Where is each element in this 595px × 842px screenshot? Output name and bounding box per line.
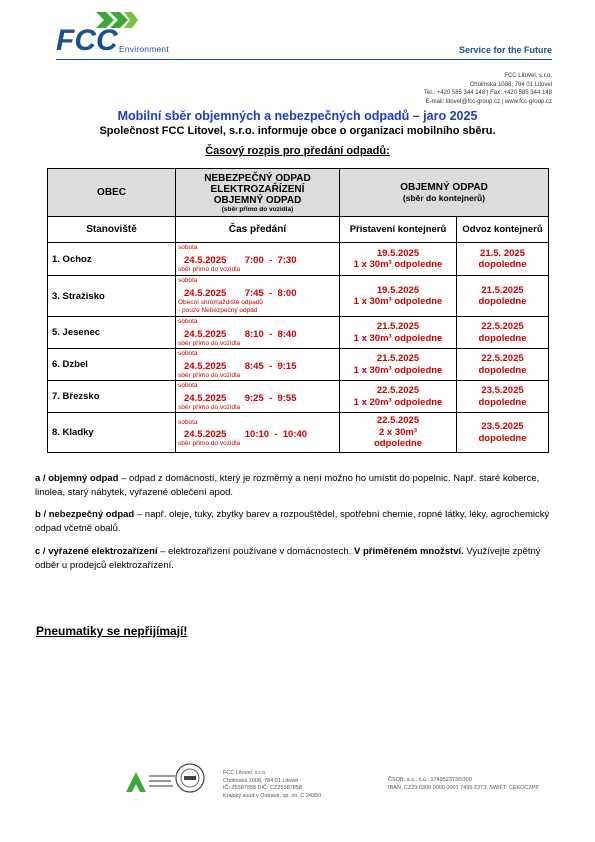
svg-text:FCC: FCC [56, 24, 118, 56]
certification-logo [124, 770, 178, 794]
delivery-detail: 2 x 30m³ [378, 426, 418, 438]
table-row [48, 349, 549, 381]
delivery-cell [340, 413, 457, 453]
delivery-date: 19.5.2025 [376, 284, 420, 296]
delivery-cell [340, 349, 457, 381]
schedule-heading: Časový rozpis pro předání odpadů: [205, 145, 390, 157]
table-subheader-row [48, 217, 549, 243]
page-subtitle: Společnost FCC Litovel, s.r.o. informuje obce o organizaci mobilního sběru. [99, 125, 496, 137]
time-note: sběr přímo do vozidla [178, 404, 241, 411]
town-cell: 5. Jesenec [48, 317, 176, 349]
tires-warning: Pneumatiky se nepřijímají! [36, 624, 188, 638]
note-text: Využívejte zpětný odběr u prodejců elektrozařízení. [35, 546, 541, 571]
note-emphasis: V přiměřeném množství. [353, 546, 464, 557]
table-header-row [48, 169, 549, 217]
day-label: sobota [178, 244, 198, 251]
address-line: E-mail: litovel@fcc-group.cz | www.fcc-group.cz [425, 98, 552, 105]
date-time: 24.5.2025 9:25 - 9:55 [184, 393, 297, 404]
address-line: Cholinská 1008, 784 01 Litovel [469, 81, 552, 88]
header-stanoviste: Stanoviště [48, 217, 176, 243]
time-note: sběr přímo do vozidla [178, 340, 241, 347]
footer-line: FCC Litovel, s.r.o. [223, 770, 267, 776]
delivery-detail: odpoledne [373, 438, 423, 450]
day-label: sobota [178, 318, 198, 325]
company-address [302, 72, 552, 106]
header-line: (sběr přímo do vozidla) [221, 205, 294, 213]
header-nebezpecny [176, 169, 340, 217]
delivery-date: 21.5.2025 [376, 321, 420, 332]
delivery-detail: 1 x 20m³ odpoledne [353, 396, 443, 408]
date-time: 24.5.2025 8:45 - 9:15 [184, 361, 297, 372]
header-line: (sběr do kontejnerů) [402, 193, 486, 203]
town-cell: 3. Stražisko [48, 276, 176, 317]
note-text: – odpad z domácností, který je rozměrný a není možno ho umístit do popelnic. Např. staré koberce, linolea, starý nábytek, vyřazené oblečení apod. [35, 473, 540, 498]
table-row [48, 381, 549, 413]
pickup-date: 23.5.2025 [481, 385, 524, 396]
certification-icon [124, 770, 178, 794]
fcc-logo [56, 10, 186, 56]
delivery-date: 22.5.2025 [376, 415, 420, 427]
town-cell: 8. Kladky [48, 413, 176, 453]
table-row [48, 317, 549, 349]
footer-line: ČSOB, a.s., č.ú.: 174952373/0300 [388, 777, 472, 783]
page-title: Mobilní sběr objemných a nebezpečných odpadů – jaro 2025 [117, 109, 478, 123]
time-cell [176, 317, 340, 349]
address-line: FCC Litovel, s.r.o. [504, 73, 552, 79]
time-cell [176, 413, 340, 453]
day-label: sobota [178, 350, 198, 357]
time-cell [176, 381, 340, 413]
pickup-date: 21.5.2025 [481, 284, 524, 296]
pickup-date: 22.5.2025 [481, 353, 524, 364]
schedule-table [47, 168, 549, 453]
time-note: sběr přímo do vozidla [178, 266, 241, 273]
footer-company-info [223, 770, 321, 800]
note-text: – elektrozařízení používané v domácnostech. [157, 546, 354, 557]
header-cas: Čas předání [176, 217, 340, 243]
header-divider [56, 59, 552, 60]
pickup-cell [457, 276, 549, 317]
date-time: 24.5.2025 7:00 - 7:30 [184, 255, 297, 266]
logo-subtitle: Environment [119, 44, 169, 54]
pickup-cell [457, 349, 549, 381]
date-time: 24.5.2025 7:45 - 8:00 [184, 288, 297, 299]
note-label: b / nebezpečný odpad [35, 509, 135, 520]
note-elektrozarizeni [35, 545, 560, 572]
pickup-detail: dopoledne [478, 296, 527, 307]
pickup-cell [457, 381, 549, 413]
time-note: - pouze Nebezpečný odpad [178, 307, 258, 314]
delivery-detail: 1 x 30m³ odpoledne [353, 296, 443, 307]
header-pristaveni: Přistavení kontejnerů [340, 217, 457, 243]
delivery-date: 19.5.2025 [376, 247, 420, 259]
tagline: Service for the Future [458, 45, 552, 55]
time-cell [176, 276, 340, 317]
date-time: 24.5.2025 8:10 - 8:40 [184, 329, 297, 340]
day-label: sobota [178, 277, 198, 284]
note-nebezpecny-odpad [35, 508, 560, 535]
table-row [48, 243, 549, 276]
delivery-cell [340, 243, 457, 276]
table-row [48, 413, 549, 453]
town-cell: 6. Dzbel [48, 349, 176, 381]
iso-seal-icon [174, 762, 206, 794]
pickup-date: 22.5.2025 [481, 321, 524, 332]
note-label: a / objemný odpad [35, 473, 119, 484]
header-line: OBJEMNÝ ODPAD [400, 182, 488, 193]
footer-line: Krajský soud v Ostravě, sp. zn. C 24350 [223, 792, 322, 799]
header-odvoz: Odvoz kontejnerů [457, 217, 549, 243]
day-label: sobota [178, 382, 198, 389]
delivery-cell [340, 317, 457, 349]
note-text: – např. oleje, tuky, zbytky barev a rozpouštědel, spotřební chemie, ropné látky, léky, agrochemický odpad včetně obalů. [35, 509, 550, 534]
pickup-date: 23.5.2025 [481, 421, 524, 432]
delivery-detail: 1 x 30m³ odpoledne [353, 364, 443, 376]
footer-line: Cholinská 1008, 784 01 Litovel [223, 777, 299, 784]
time-cell [176, 243, 340, 276]
delivery-date: 22.5.2025 [376, 385, 420, 396]
time-note: sběr přímo do vozidla [178, 372, 241, 379]
pickup-detail: dopoledne [478, 259, 527, 270]
header-obec: OBEC [48, 169, 176, 217]
pickup-detail: dopoledne [478, 396, 527, 408]
day-label: sobota [178, 419, 198, 426]
header-line: ELEKTROZAŘÍZENÍ [210, 183, 305, 195]
town-cell: 1. Ochoz [48, 243, 176, 276]
pickup-detail: dopoledne [478, 332, 527, 344]
pickup-cell [457, 243, 549, 276]
pickup-cell [457, 413, 549, 453]
time-note: sběr přímo do vozidla [178, 440, 241, 447]
header-objemny [340, 169, 549, 217]
note-label: c / vyřazené elektrozařízení [35, 546, 158, 557]
delivery-detail: 1 x 30m³ odpoledne [353, 259, 443, 270]
note-objemny-odpad [35, 472, 560, 499]
pickup-date: 21.5. 2025 [480, 247, 525, 259]
pickup-detail: dopoledne [478, 432, 527, 444]
town-cell: 7. Březsko [48, 381, 176, 413]
date-time: 24.5.2025 10:10 - 10:40 [184, 429, 308, 440]
footer-line: IBAN: CZ23 0300 0000 0001 7495 2373, SWIFT: CEKOCZPP [388, 784, 540, 791]
pickup-detail: dopoledne [478, 364, 527, 376]
time-note: Obecní shromaždiště odpadů [178, 299, 263, 306]
pickup-cell [457, 317, 549, 349]
delivery-detail: 1 x 30m³ odpoledne [353, 332, 443, 344]
delivery-date: 21.5.2025 [376, 353, 420, 364]
address-line: Tel.: +420 585 344 148 | Fax: +420 585 344 148 [424, 90, 552, 97]
delivery-cell [340, 276, 457, 317]
table-row [48, 276, 549, 317]
header-line: OBJEMNÝ ODPAD [213, 194, 302, 206]
delivery-cell [340, 381, 457, 413]
iso-seal [174, 762, 206, 794]
footer-line: IČ: 25387858 DIČ: CZ25387858 [223, 785, 302, 791]
header-line: NEBEZPEČNÝ ODPAD [204, 172, 311, 184]
footer-bank-info [388, 777, 539, 792]
time-cell [176, 349, 340, 381]
